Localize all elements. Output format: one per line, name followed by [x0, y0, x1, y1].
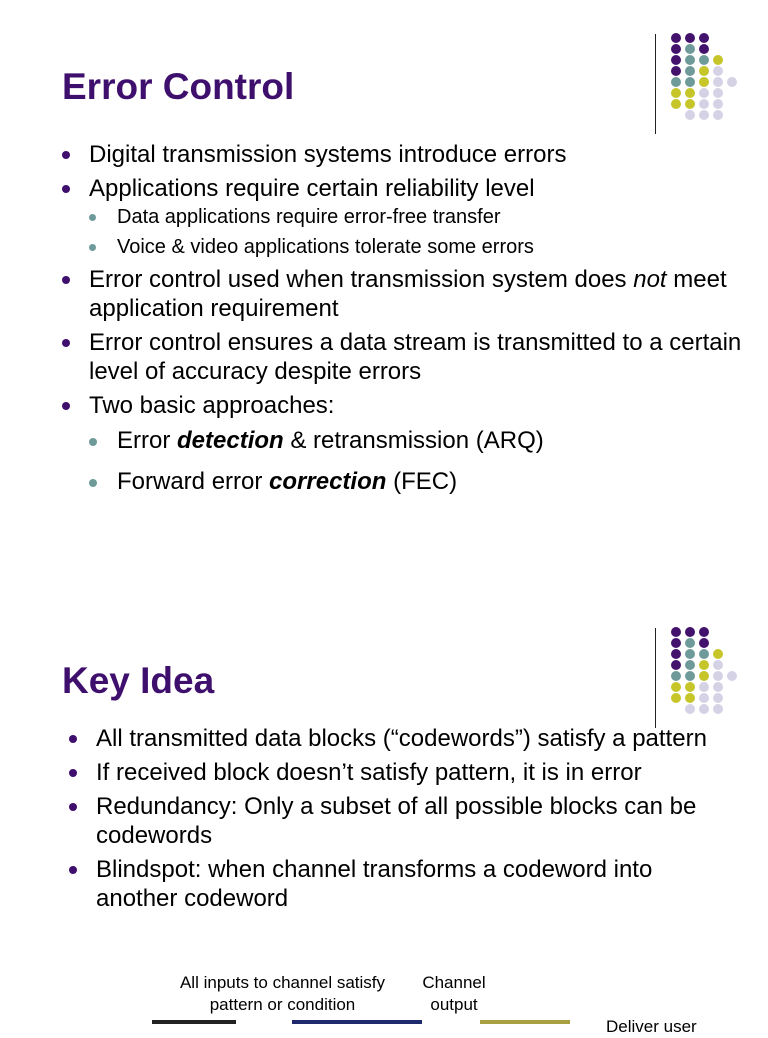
bullet-item: [62, 174, 742, 259]
slide-title: Error Control: [62, 66, 295, 107]
bullet-item: [62, 140, 742, 169]
bullet-item: [62, 265, 742, 323]
sub-bullet-text: Error: [117, 427, 177, 454]
sub-bullet-text: (FEC): [386, 468, 458, 495]
bullet-text: Redundancy: Only a subset of all possible blocks can be codewords: [96, 793, 697, 849]
sub-bullet-item: [89, 235, 742, 259]
sub-bullet-list: [89, 205, 742, 259]
italic-emphasis: not: [633, 266, 667, 293]
bullet-text: Digital transmission systems introduce errors: [89, 141, 567, 168]
bullet-item: [62, 328, 742, 386]
diagram-box-edge: [480, 1020, 570, 1024]
bullet-item: [69, 724, 709, 753]
diagram-box-edge: [292, 1020, 422, 1024]
bullet-text: Error control used when transmission system does: [89, 266, 634, 293]
sub-bullet-text: Voice & video applications tolerate some errors: [117, 236, 534, 258]
sub-bullet-item: [89, 467, 742, 496]
bullet-text: If received block doesn’t satisfy pattern, it is in error: [96, 759, 642, 786]
title-divider: [655, 628, 656, 728]
sub-bullet-text: & retransmission (ARQ): [283, 427, 544, 454]
bullet-text: meet application requirement: [89, 266, 727, 322]
sub-bullet-list: [89, 426, 742, 496]
bullet-text: All transmitted data blocks (“codewords”) satisfy a pattern: [96, 725, 707, 752]
sub-bullet-item: [89, 205, 742, 229]
bullet-text: Applications require certain reliability level: [89, 175, 535, 202]
bullet-item: [69, 855, 709, 913]
bullet-item: [62, 391, 742, 496]
bold-emphasis: detection: [177, 427, 284, 454]
sub-bullet-text: Forward error: [117, 468, 270, 495]
sub-bullet-text: Data applications require error-free transfer: [117, 206, 501, 228]
diagram-box-edge: [152, 1020, 236, 1024]
title-divider: [655, 34, 656, 134]
bullet-item: [69, 792, 709, 850]
sub-bullet-item: [89, 426, 742, 455]
bullet-text: Blindspot: when channel transforms a codeword into another codeword: [96, 856, 653, 912]
bullet-text: Error control ensures a data stream is transmitted to a certain level of accuracy despite errors: [89, 329, 742, 385]
bullet-text: Two basic approaches:: [89, 392, 335, 419]
diagram-label-inputs: All inputs to channel satisfy pattern or condition: [179, 973, 386, 1014]
bullet-item: [69, 758, 709, 787]
slide-title: Key Idea: [62, 660, 215, 701]
bullet-list: [69, 724, 709, 918]
slide-key-idea: [0, 600, 768, 1036]
bullet-list: [62, 140, 742, 508]
diagram-label-deliver-user: Deliver user: [606, 1017, 697, 1036]
diagram-label-channel-output: Channel output: [422, 973, 486, 1014]
bold-emphasis: correction: [269, 468, 387, 495]
